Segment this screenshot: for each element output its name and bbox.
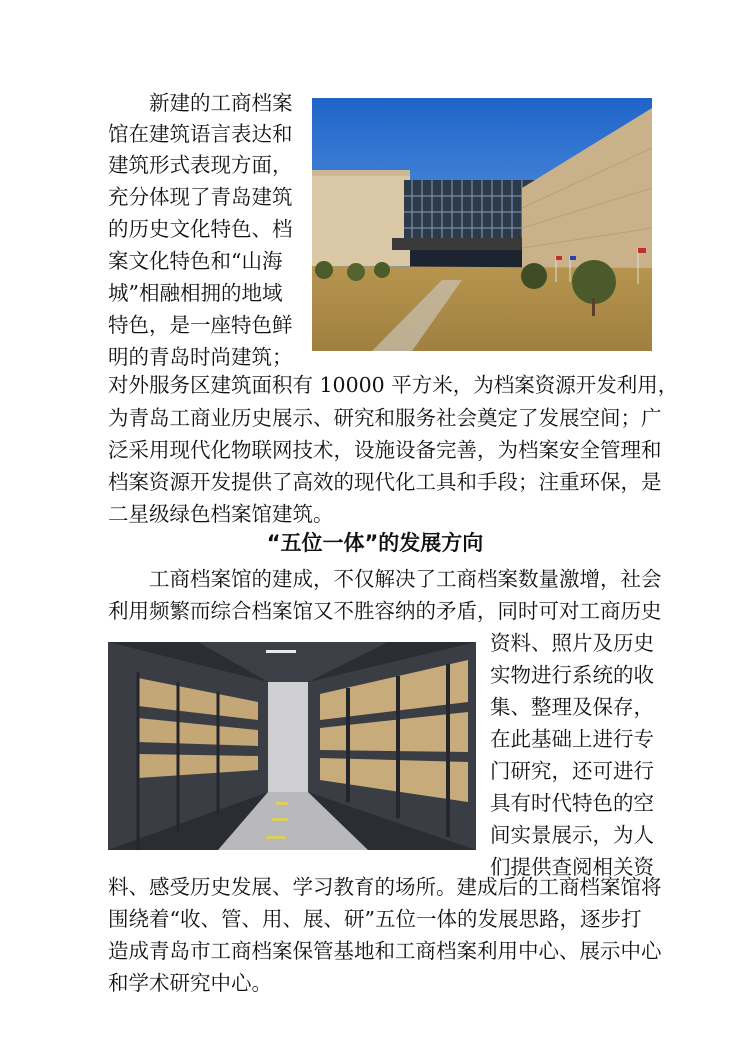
text-line: 的历史文化特色、档	[108, 217, 293, 241]
text-line: 们提供查阅相关资	[490, 855, 654, 879]
text-line: 围绕着“收、管、用、展、研”五位一体的发展思路，逐步打	[108, 907, 642, 931]
text-line: 在此基础上进行专	[490, 727, 654, 751]
text-line: 泛采用现代化物联网技术，设施设备完善，为档案安全管理和	[108, 438, 662, 462]
text-line: 利用频繁而综合档案馆又不胜容纳的矛盾，同时可对工商历史	[108, 599, 662, 623]
text-line: 充分体现了青岛建筑	[108, 185, 293, 209]
text-line: 造成青岛市工商档案保管基地和工商档案利用中心、展示中心	[108, 939, 662, 963]
text-line: 馆在建筑语言表达和	[108, 122, 293, 146]
archive-building-illustration	[312, 98, 652, 351]
text-line: 间实景展示，为人	[490, 823, 654, 847]
text-line: 实物进行系统的收	[490, 663, 654, 687]
text-line: 城”相融相拥的地域	[108, 281, 283, 305]
archive-building-photo	[312, 98, 652, 351]
text-line: 和学术研究中心。	[108, 971, 272, 995]
text-line: 建筑形式表现方面，	[108, 153, 293, 177]
text-line: 具有时代特色的空	[490, 791, 654, 815]
text-line: 特色，是一座特色鲜	[108, 313, 293, 337]
archive-shelves-illustration	[108, 642, 476, 850]
text-line: 工商档案馆的建成，不仅解决了工商档案数量激增，社会	[108, 567, 662, 591]
text-line: 档案资源开发提供了高效的现代化工具和手段；注重环保，是	[108, 470, 662, 494]
text-line: 门研究，还可进行	[490, 759, 654, 783]
text-line: 对外服务区建筑面积有 10000 平方米，为档案资源开发利用，	[108, 373, 679, 397]
text-line: 资料、照片及历史	[490, 631, 654, 655]
text-line: 新建的工商档案	[108, 91, 293, 115]
text-line: 集、整理及保存，	[490, 695, 654, 719]
section-heading: “五位一体”的发展方向	[266, 531, 484, 555]
text-line: 案文化特色和“山海	[108, 249, 283, 273]
text-line: 明的青岛时尚建筑；	[108, 345, 293, 369]
archive-shelves-photo	[108, 642, 476, 850]
text-line: 为青岛工商业历史展示、研究和服务社会奠定了发展空间；广	[108, 406, 662, 430]
text-line: 料、感受历史发展、学习教育的场所。建成后的工商档案馆将	[108, 875, 662, 899]
text-line: 二星级绿色档案馆建筑。	[108, 502, 334, 526]
